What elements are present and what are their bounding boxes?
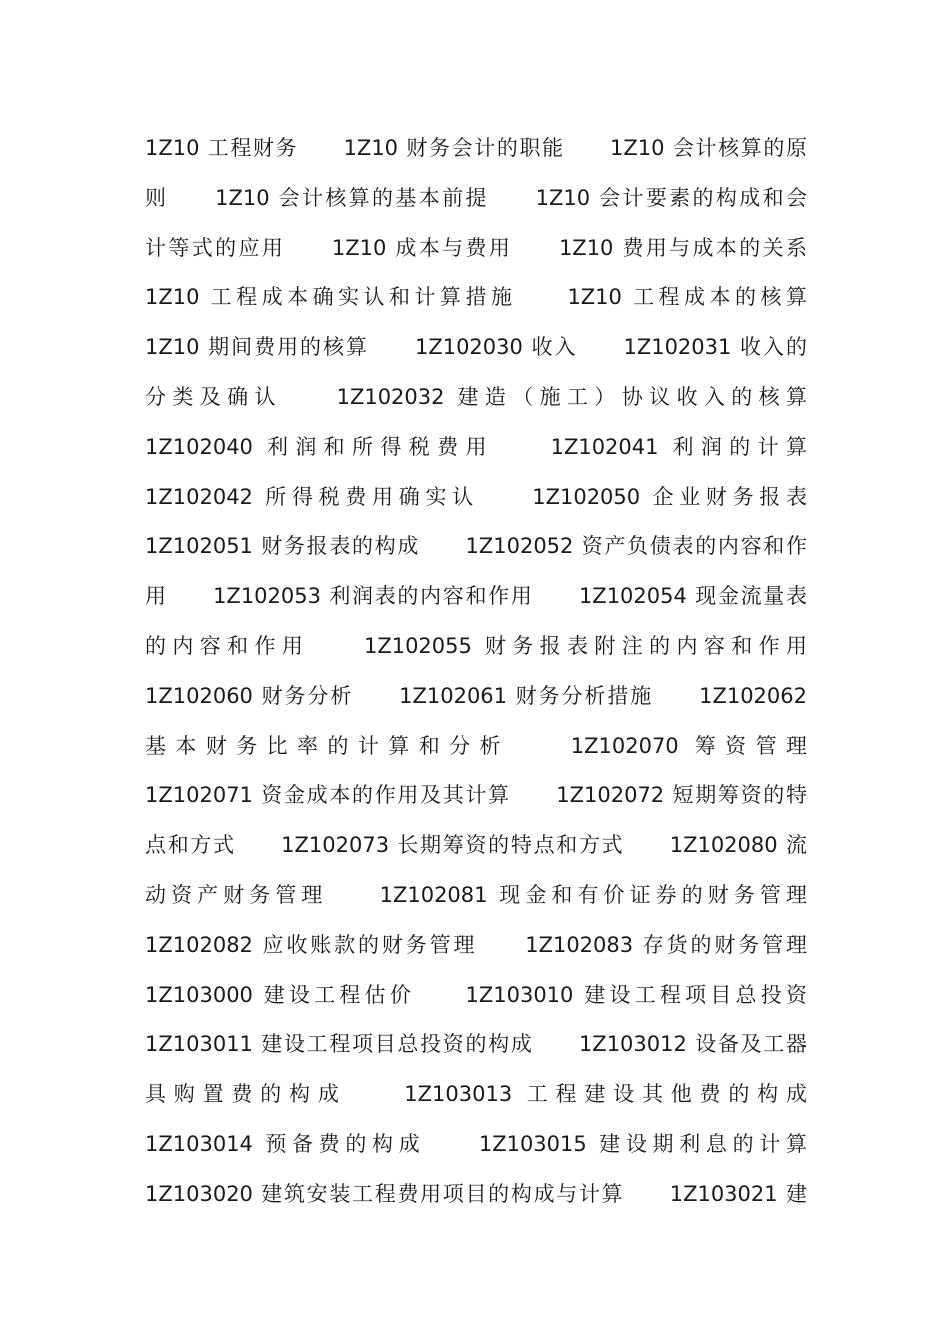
text-line: 基本财务比率的计算和分析 1Z102070 筹资管理 bbox=[145, 733, 807, 758]
text-line: 1Z10 期间费用的核算 1Z102030 收入 1Z102031 收入的 bbox=[145, 335, 807, 360]
body-text bbox=[145, 124, 807, 1220]
text-line: 1Z102051 财务报表的构成 1Z102052 资产负债表的内容和作 bbox=[145, 534, 807, 559]
text-line: 用 1Z102053 利润表的内容和作用 1Z102054 现金流量表 bbox=[145, 584, 807, 609]
text-line: 则 1Z10 会计核算的基本前提 1Z10 会计要素的构成和会 bbox=[145, 185, 807, 210]
text-line: 点和方式 1Z102073 长期筹资的特点和方式 1Z102080 流 bbox=[145, 833, 807, 858]
text-line: 1Z102071 资金成本的作用及其计算 1Z102072 短期筹资的特 bbox=[145, 783, 807, 808]
text-line: 1Z102060 财务分析 1Z102061 财务分析措施 1Z102062 bbox=[145, 683, 807, 708]
text-line: 动资产财务管理 1Z102081 现金和有价证券的财务管理 bbox=[145, 882, 807, 907]
text-line: 分类及确认 1Z102032 建造（施工）协议收入的核算 bbox=[145, 384, 807, 409]
text-line: 计等式的应用 1Z10 成本与费用 1Z10 费用与成本的关系 bbox=[145, 235, 807, 260]
text-line: 具购置费的构成 1Z103013 工程建设其他费的构成 bbox=[145, 1082, 807, 1107]
text-line: 1Z103000 建设工程估价 1Z103010 建设工程项目总投资 bbox=[145, 982, 807, 1007]
text-line: 1Z102082 应收账款的财务管理 1Z102083 存货的财务管理 bbox=[145, 932, 807, 957]
text-line: 1Z103011 建设工程项目总投资的构成 1Z103012 设备及工器 bbox=[145, 1032, 807, 1057]
text-line: 1Z10 工程成本确实认和计算措施 1Z10 工程成本的核算 bbox=[145, 285, 807, 310]
text-line: 的内容和作用 1Z102055 财务报表附注的内容和作用 bbox=[145, 633, 807, 658]
text-line: 1Z103020 建筑安装工程费用项目的构成与计算 1Z103021 建 bbox=[145, 1181, 807, 1206]
text-line: 1Z102040 利润和所得税费用 1Z102041 利润的计算 bbox=[145, 434, 807, 459]
text-line: 1Z103014 预备费的构成 1Z103015 建设期利息的计算 bbox=[145, 1131, 807, 1156]
text-line: 1Z10 工程财务 1Z10 财务会计的职能 1Z10 会计核算的原 bbox=[145, 136, 807, 160]
text-line: 1Z102042 所得税费用确实认 1Z102050 企业财务报表 bbox=[145, 484, 807, 509]
